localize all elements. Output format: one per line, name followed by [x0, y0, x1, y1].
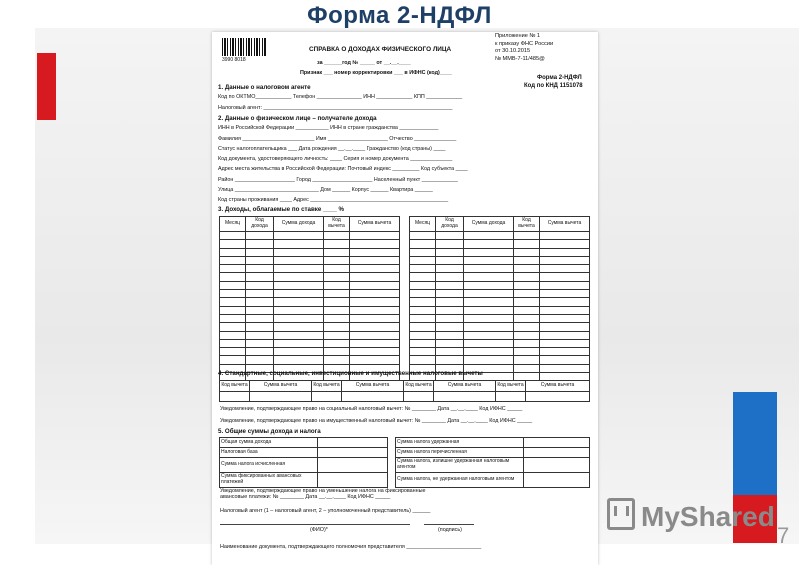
social-deduction-note: Уведомление, подтверждающее право на социальный налоговый вычет: № ________ Дата __.__.____ Код ИФНС _____: [220, 406, 523, 412]
table-row: [220, 281, 400, 289]
table-cell: [274, 232, 324, 240]
form-header-line2: Признак ___ номер корректировки ___ в ИФНС (код)____: [300, 70, 452, 76]
section2-row: Код страны проживания ____ Адрес ______________________________________________: [218, 197, 449, 203]
table-cell: [246, 323, 274, 331]
table-cell: [464, 348, 514, 356]
table-cell: [514, 348, 540, 356]
totals-label: Общая сумма дохода: [220, 438, 318, 448]
section3-title: 3. Доходы, облагаемые по ставке ____ %: [218, 206, 345, 213]
table-cell: [410, 314, 436, 322]
table-cell: [436, 306, 464, 314]
table-cell: [410, 273, 436, 281]
signature-line: [424, 524, 474, 525]
table-row: [410, 306, 590, 314]
income-table-right: [409, 216, 590, 381]
table-cell: [246, 232, 274, 240]
table-cell: [246, 265, 274, 273]
table-cell: [540, 348, 590, 356]
table-cell: [464, 248, 514, 256]
table-cell: [436, 314, 464, 322]
table-cell: [324, 298, 350, 306]
table-cell: [220, 331, 246, 339]
table-row: [410, 240, 590, 248]
table-cell: [350, 281, 400, 289]
table-row: [220, 331, 400, 339]
table-cell: [540, 331, 590, 339]
deduction-header: Код вычета: [220, 381, 250, 392]
table-cell: [350, 314, 400, 322]
totals-label: Сумма налога, излишне удержанная налоговым агентом: [396, 458, 524, 473]
table-cell: [514, 356, 540, 364]
table-cell: [220, 240, 246, 248]
table-cell: [220, 348, 246, 356]
table-cell: [436, 273, 464, 281]
section1-title: 1. Данные о налоговом агенте: [218, 84, 311, 91]
deduction-header: Сумма вычета: [526, 381, 590, 392]
table-cell: [410, 348, 436, 356]
table-cell: [514, 290, 540, 298]
table-cell: [350, 290, 400, 298]
table-cell: [514, 240, 540, 248]
table-cell: [514, 248, 540, 256]
table-cell: [514, 364, 540, 372]
table-row: [410, 256, 590, 264]
table-row: [220, 265, 400, 273]
column-header: Сумма вычета: [540, 217, 590, 232]
red-accent-mark: [37, 53, 56, 120]
table-cell: [324, 306, 350, 314]
table-cell: [324, 256, 350, 264]
table-cell: [324, 356, 350, 364]
table-cell: [540, 256, 590, 264]
section5-title: 5. Общие суммы дохода и налога: [218, 428, 321, 435]
table-cell: [324, 240, 350, 248]
table-cell: [220, 323, 246, 331]
table-cell: [274, 273, 324, 281]
table-row: [220, 256, 400, 264]
table-cell: [324, 248, 350, 256]
section2-row: ИНН в Российской Федерации ___________ ИНН в стране гражданства _____________: [218, 125, 439, 131]
section2-row: Улица ____________________________ Дом ______ Корпус ______ Квартира ______: [218, 187, 433, 193]
table-cell: [436, 356, 464, 364]
table-cell: [324, 331, 350, 339]
table-cell: [464, 256, 514, 264]
table-cell: [246, 348, 274, 356]
table-cell: [436, 281, 464, 289]
table-row: [220, 314, 400, 322]
table-row: [410, 314, 590, 322]
table-cell: [324, 339, 350, 347]
table-cell: [436, 339, 464, 347]
table-cell: [410, 265, 436, 273]
table-cell: [246, 256, 274, 264]
table-cell: [464, 339, 514, 347]
table-cell: [540, 281, 590, 289]
table-row: [410, 265, 590, 273]
table-cell: [436, 298, 464, 306]
agent-line: Налоговый агент (1 – налоговый агент, 2 – уполномоченный представитель) ______: [220, 508, 431, 514]
table-cell: [436, 348, 464, 356]
table-cell: [246, 298, 274, 306]
table-cell: [350, 248, 400, 256]
table-cell: [540, 232, 590, 240]
table-cell: [220, 314, 246, 322]
table-cell: [350, 356, 400, 364]
table-cell: [246, 273, 274, 281]
table-cell: [324, 323, 350, 331]
table-cell: [410, 323, 436, 331]
table-row: [410, 339, 590, 347]
column-header: Сумма вычета: [350, 217, 400, 232]
page-number: 7: [777, 523, 790, 548]
appendix-line: Приложение № 1: [495, 33, 541, 39]
section2-row: Адрес места жительства в Российской Федерации: Почтовый индекс _________ Код субъекта ____: [218, 166, 468, 172]
table-cell: [514, 314, 540, 322]
table-row: [220, 290, 400, 298]
form-document: [212, 32, 598, 565]
section2-title: 2. Данные о физическом лице – получателе дохода: [218, 115, 377, 122]
table-cell: [436, 265, 464, 273]
table-cell: [464, 323, 514, 331]
deduction-header: Код вычета: [496, 381, 526, 392]
table-cell: [436, 232, 464, 240]
table-cell: [350, 232, 400, 240]
section1-row: Код по ОКТМО____________ Телефон _______________ ИНН ____________ КПП ____________: [218, 94, 463, 100]
table-cell: [540, 290, 590, 298]
section4-title: 4. Стандартные, социальные, инвестиционные и имущественные налоговые вычеты: [218, 370, 483, 377]
table-cell: [350, 348, 400, 356]
totals-label: Сумма налога, не удержанная налоговым агентом: [396, 473, 524, 488]
table-cell: [274, 290, 324, 298]
table-cell: [350, 298, 400, 306]
table-cell: [540, 339, 590, 347]
table-cell: [436, 240, 464, 248]
table-cell: [514, 273, 540, 281]
barcode-icon: [222, 38, 266, 56]
column-header: Код вычета: [324, 217, 350, 232]
table-cell: [410, 306, 436, 314]
table-cell: [246, 331, 274, 339]
table-cell: [540, 323, 590, 331]
table-cell: [350, 256, 400, 264]
table-cell: [274, 314, 324, 322]
table-cell: [464, 314, 514, 322]
table-cell: [246, 240, 274, 248]
table-cell: [540, 356, 590, 364]
table-cell: [436, 248, 464, 256]
section1-row: Налоговый агент: _______________________________________________________________: [218, 105, 453, 111]
table-row: [220, 240, 400, 248]
table-cell: [274, 339, 324, 347]
fio-line: [220, 524, 410, 525]
table-cell: [514, 323, 540, 331]
table-cell: [514, 339, 540, 347]
table-cell: [350, 306, 400, 314]
table-cell: [410, 248, 436, 256]
table-cell: [514, 232, 540, 240]
appendix-block: [495, 33, 553, 63]
authority-document-line: Наименование документа, подтверждающего полномочия представителя _________________________: [220, 544, 482, 550]
column-header: Сумма дохода: [274, 217, 324, 232]
table-cell: [410, 281, 436, 289]
table-cell: [464, 265, 514, 273]
table-cell: [274, 248, 324, 256]
table-cell: [220, 290, 246, 298]
table-cell: [274, 281, 324, 289]
table-cell: [274, 256, 324, 264]
deduction-header: Код вычета: [312, 381, 342, 392]
table-cell: [464, 281, 514, 289]
appendix-line: к приказу ФНС России: [495, 40, 554, 47]
totals-label: Сумма налога исчисленная: [220, 458, 318, 473]
table-cell: [246, 339, 274, 347]
column-header: Код дохода: [246, 217, 274, 232]
table-row: [220, 248, 400, 256]
table-cell: [324, 281, 350, 289]
totals-label: Сумма налога удержанная: [396, 438, 524, 448]
table-cell: [350, 323, 400, 331]
table-cell: [246, 281, 274, 289]
appendix-line: № ММВ-7-11/485@: [495, 55, 545, 62]
table-cell: [464, 240, 514, 248]
table-row: [410, 232, 590, 240]
table-cell: [246, 290, 274, 298]
table-cell: [274, 348, 324, 356]
table-cell: [514, 281, 540, 289]
table-row: [410, 331, 590, 339]
table-cell: [220, 339, 246, 347]
income-table-left: [219, 216, 400, 381]
table-cell: [410, 339, 436, 347]
watermark-logo: [607, 498, 775, 533]
table-cell: [220, 265, 246, 273]
table-row: [220, 356, 400, 364]
totals-table: [219, 437, 590, 488]
table-cell: [274, 265, 324, 273]
deduction-header: Код вычета: [404, 381, 434, 392]
table-cell: [220, 248, 246, 256]
table-cell: [274, 298, 324, 306]
table-cell: [540, 314, 590, 322]
table-cell: [274, 240, 324, 248]
table-cell: [350, 339, 400, 347]
table-cell: [410, 232, 436, 240]
table-cell: [410, 256, 436, 264]
deduction-header: Сумма вычета: [342, 381, 404, 392]
table-cell: [220, 298, 246, 306]
table-cell: [350, 273, 400, 281]
table-row: [220, 273, 400, 281]
table-row: [410, 281, 590, 289]
table-cell: [410, 356, 436, 364]
table-cell: [436, 290, 464, 298]
table-cell: [350, 240, 400, 248]
column-header: Месяц: [410, 217, 436, 232]
table-row: [410, 273, 590, 281]
deductions-table: [219, 380, 590, 402]
presentation-icon: [607, 498, 635, 530]
table-row: [410, 348, 590, 356]
table-cell: [220, 306, 246, 314]
table-cell: [324, 314, 350, 322]
table-row: [220, 348, 400, 356]
table-cell: [436, 331, 464, 339]
property-deduction-note: Уведомление, подтверждающее право на имущественный налоговый вычет: № ________ Дата __.__.____ Код ИФНС _____: [220, 418, 533, 424]
table-cell: [464, 232, 514, 240]
column-header: Месяц: [220, 217, 246, 232]
section2-row: Статус налогоплательщика ___ Дата рождения __.__.____ Гражданство (код страны) ____: [218, 146, 446, 152]
table-cell: [324, 265, 350, 273]
table-row: [220, 306, 400, 314]
section2-row: Код документа, удостоверяющего личность: ____ Серия и номер документа ______________: [218, 156, 453, 162]
form-header-title: СПРАВКА О ДОХОДАХ ФИЗИЧЕСКОГО ЛИЦА: [309, 46, 452, 53]
table-cell: [410, 240, 436, 248]
table-row: [220, 298, 400, 306]
table-cell: [324, 232, 350, 240]
table-cell: [540, 248, 590, 256]
table-cell: [246, 306, 274, 314]
table-cell: [274, 323, 324, 331]
table-cell: [274, 356, 324, 364]
table-cell: [464, 290, 514, 298]
table-cell: [220, 356, 246, 364]
barcode-number: 3990 8018: [222, 57, 246, 63]
table-row: [220, 323, 400, 331]
table-cell: [246, 356, 274, 364]
appendix-line: от 30.10.2015: [495, 48, 531, 55]
table-cell: [220, 232, 246, 240]
table-row: [220, 232, 400, 240]
table-row: [410, 248, 590, 256]
table-cell: [350, 331, 400, 339]
table-cell: [540, 273, 590, 281]
totals-label: Сумма фиксированных авансовых платежей: [220, 473, 318, 488]
totals-label: Сумма налога перечисленная: [396, 448, 524, 458]
slide-title: Форма 2-НДФЛ: [307, 2, 492, 29]
fio-caption: (ФИО)*: [310, 527, 328, 533]
table-row: [410, 356, 590, 364]
fixed-payments-note: Уведомление, подтверждающее право на уменьшение налога на фиксированные авансовые платежи: № ________ Дата __.__.____ Код ИФНС _____: [220, 488, 426, 501]
deduction-header: Сумма вычета: [250, 381, 312, 392]
column-header: Код вычета: [514, 217, 540, 232]
form-header-line1: за ______год № _____ от __.__.____: [317, 60, 411, 66]
table-cell: [514, 306, 540, 314]
table-cell: [540, 306, 590, 314]
table-cell: [464, 273, 514, 281]
table-cell: [436, 256, 464, 264]
table-cell: [220, 256, 246, 264]
section2-row: Район ____________________ Город ____________________ Населенный пункт ____________: [218, 177, 458, 183]
logo-text: MyShared: [641, 501, 775, 532]
table-cell: [464, 331, 514, 339]
table-cell: [350, 265, 400, 273]
table-cell: [410, 298, 436, 306]
table-cell: [514, 265, 540, 273]
table-cell: [246, 248, 274, 256]
blue-accent-bar: [733, 392, 777, 495]
signature-caption: (подпись): [438, 527, 462, 533]
table-cell: [464, 306, 514, 314]
table-cell: [324, 348, 350, 356]
table-cell: [514, 256, 540, 264]
table-row: [410, 323, 590, 331]
table-cell: [220, 281, 246, 289]
table-cell: [514, 331, 540, 339]
knd-code: Код по КНД 1151078: [524, 83, 583, 89]
column-header: Код дохода: [436, 217, 464, 232]
table-cell: [540, 240, 590, 248]
table-cell: [464, 356, 514, 364]
table-cell: [246, 314, 274, 322]
section2-row: Фамилия ________________________ Имя ____________________ Отчество ______________: [218, 136, 457, 142]
table-cell: [274, 331, 324, 339]
table-cell: [540, 298, 590, 306]
table-cell: [274, 306, 324, 314]
table-cell: [324, 273, 350, 281]
deduction-header: Сумма вычета: [434, 381, 496, 392]
table-cell: [410, 290, 436, 298]
form-name: Форма 2-НДФЛ: [537, 75, 582, 81]
table-cell: [410, 331, 436, 339]
table-cell: [514, 298, 540, 306]
table-cell: [436, 323, 464, 331]
table-row: [220, 339, 400, 347]
table-cell: [540, 265, 590, 273]
column-header: Сумма дохода: [464, 217, 514, 232]
totals-label: Налоговая база: [220, 448, 318, 458]
table-cell: [324, 290, 350, 298]
table-cell: [540, 364, 590, 372]
table-row: [410, 290, 590, 298]
table-cell: [464, 298, 514, 306]
table-cell: [220, 273, 246, 281]
table-row: [410, 298, 590, 306]
